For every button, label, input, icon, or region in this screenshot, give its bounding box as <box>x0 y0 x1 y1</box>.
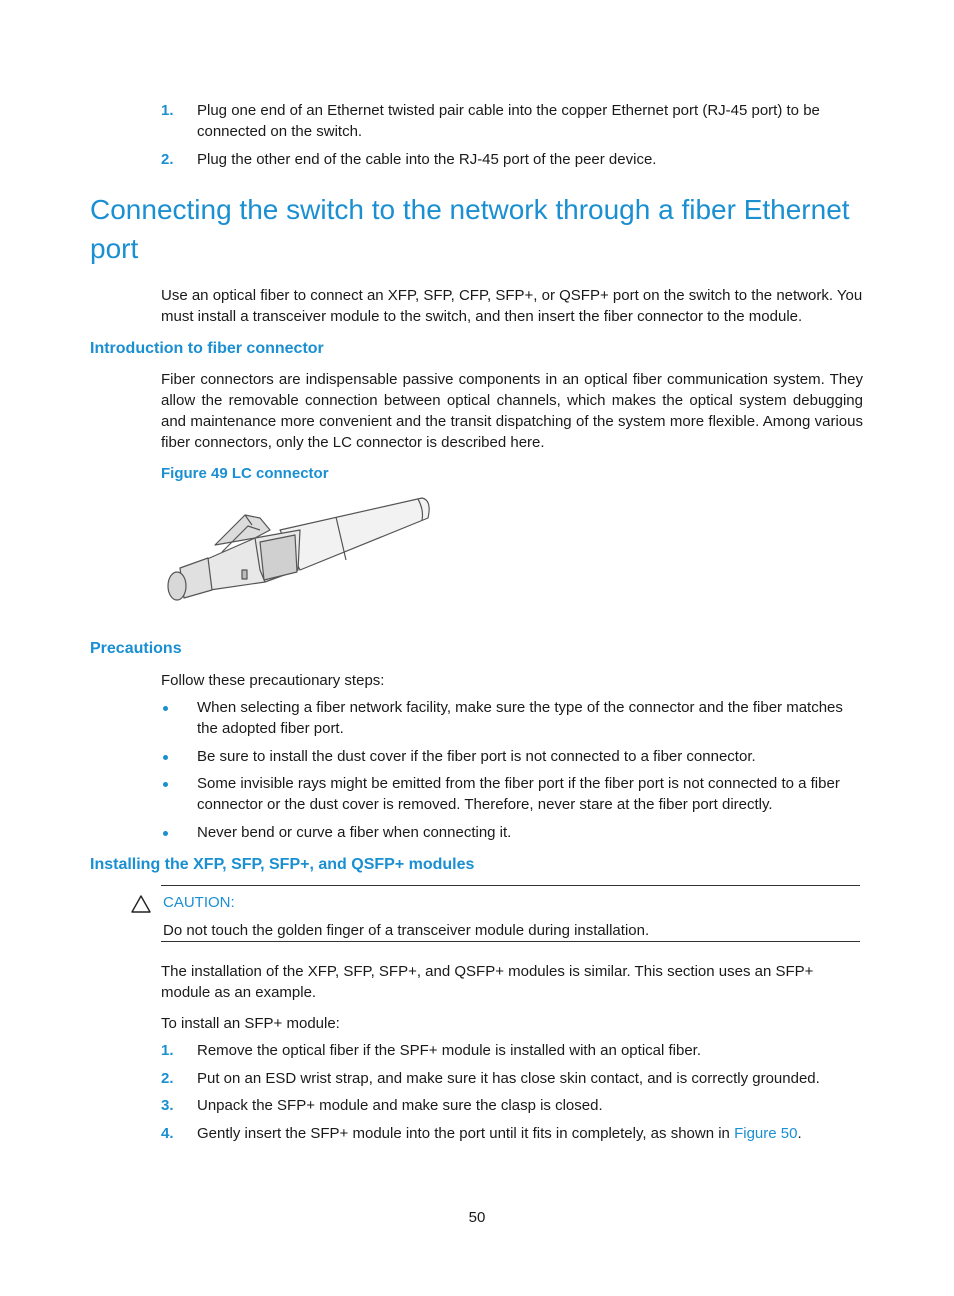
install-step-text: Gently insert the SFP+ module into the port until it fits in completely, as shown in <box>197 1125 735 1142</box>
install-step-text: Put on an ESD wrist strap, and make sure it has close skin contact, and is correctly grounded. <box>197 1070 820 1087</box>
bullet-icon <box>163 706 168 711</box>
install-step-line <box>197 1123 862 1144</box>
figure-caption: Figure 49 LC connector <box>161 465 329 482</box>
figure-50-link[interactable]: Figure 50 <box>734 1125 798 1142</box>
step-text: Plug one end of an Ethernet twisted pair cable into the copper Ethernet port (RJ-45 port) to be connected on the switch. <box>197 102 820 140</box>
precaution-item: Be sure to install the dust cover if the fiber port is not connected to a fiber connector. <box>197 748 756 765</box>
section-intro: Use an optical fiber to connect an XFP, SFP, CFP, SFP+, or QSFP+ port on the switch to the network. You must install a transceiver module to the switch, and then insert the fiber connector to the module. <box>161 287 863 325</box>
caution-text: Do not touch the golden finger of a transceiver module during installation. <box>163 922 650 939</box>
step-number: 2. <box>161 151 174 168</box>
step-number: 1. <box>161 1042 174 1059</box>
bullet-icon <box>163 831 168 836</box>
precautions-lead: Follow these precautionary steps: <box>161 672 385 689</box>
caution-label: CAUTION: <box>163 894 235 911</box>
page-number: 50 <box>468 1209 486 1226</box>
caution-top-rule <box>161 885 860 886</box>
step-number: 2. <box>161 1070 174 1087</box>
install-step-suffix: . <box>797 1125 802 1142</box>
precaution-item: Some invisible rays might be emitted from the fiber port if the fiber port is not connected to a fiber connector or the dust cover is removed. Therefore, never stare at the fiber port directly. <box>197 775 840 813</box>
installing-lead: To install an SFP+ module: <box>161 1015 340 1032</box>
step-number: 4. <box>161 1125 174 1142</box>
install-step-text: Remove the optical fiber if the SPF+ module is installed with an optical fiber. <box>197 1042 702 1059</box>
section-title: Connecting the switch to the network through a fiber Ethernet port <box>90 194 850 264</box>
bullet-icon <box>163 755 168 760</box>
heading-intro-fiber: Introduction to fiber connector <box>90 340 324 357</box>
installing-para: The installation of the XFP, SFP, SFP+, and QSFP+ modules is similar. This section uses an SFP+ module as an example. <box>161 963 814 1001</box>
bullet-icon <box>163 782 168 787</box>
heading-precautions: Precautions <box>90 640 182 657</box>
install-step-text: Unpack the SFP+ module and make sure the clasp is closed. <box>197 1097 603 1114</box>
lc-connector-figure <box>160 490 440 610</box>
step-number: 3. <box>161 1097 174 1114</box>
intro-fiber-body: Fiber connectors are indispensable passive components in an optical fiber communication system. They allow the removable connection between optical channels, which makes the optical system debugging and maintenance more convenient and the transit dispatching of the system more flexible. Among various fiber connectors, only the LC connector is described here. <box>161 371 863 451</box>
precaution-item: Never bend or curve a fiber when connecting it. <box>197 824 512 841</box>
step-number: 1. <box>161 102 174 119</box>
caution-bottom-rule <box>161 941 860 942</box>
step-text: Plug the other end of the cable into the RJ-45 port of the peer device. <box>197 151 657 168</box>
heading-installing: Installing the XFP, SFP, SFP+, and QSFP+ modules <box>90 856 475 873</box>
warning-triangle-icon <box>131 895 151 913</box>
precaution-item: When selecting a fiber network facility, make sure the type of the connector and the fiber matches the adopted fiber port. <box>197 699 843 737</box>
